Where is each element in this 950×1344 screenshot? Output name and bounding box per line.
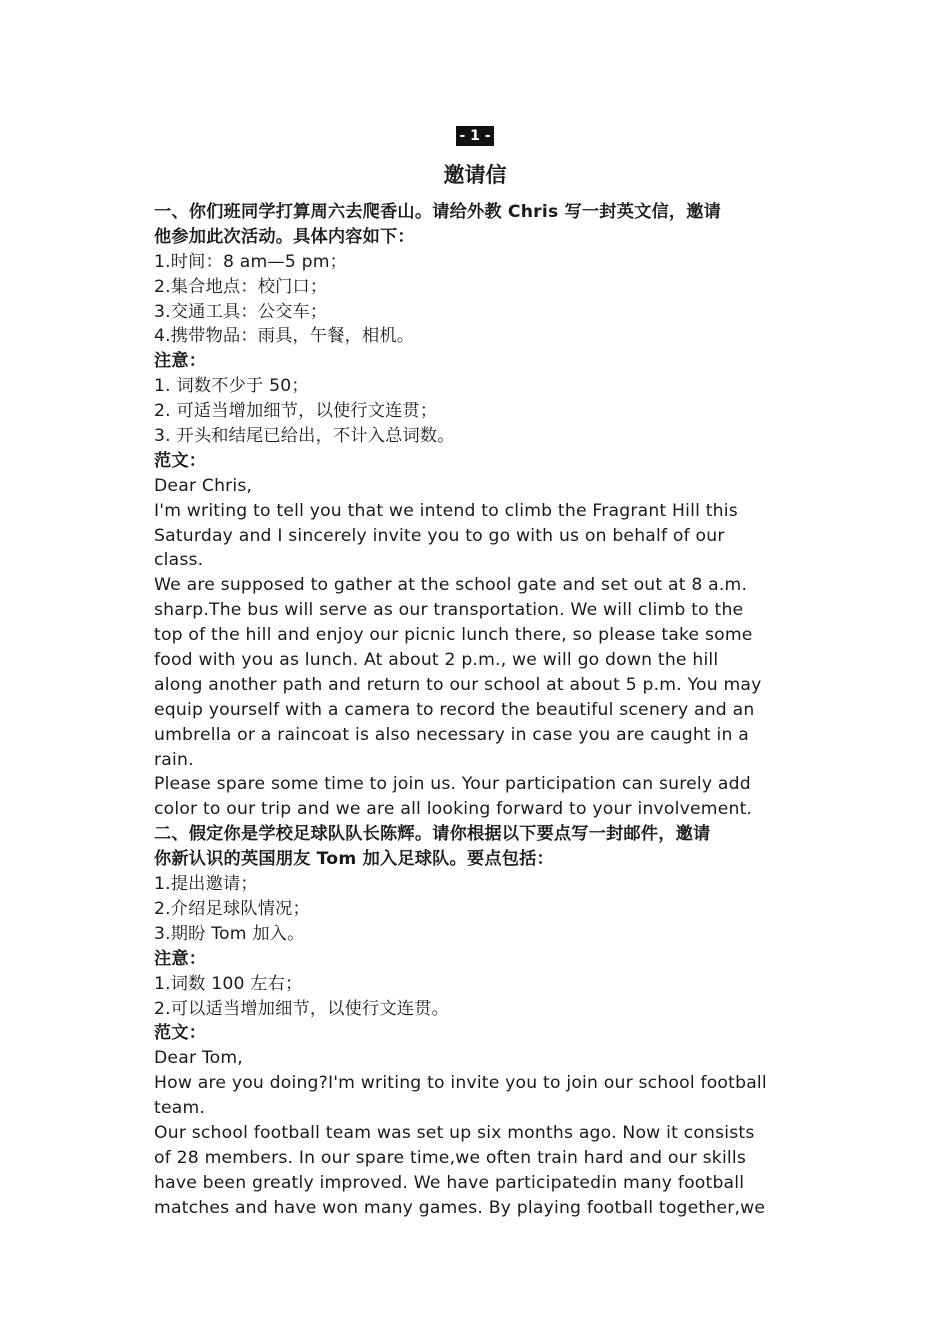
page-number: - 1 - [456,126,494,146]
section1-note: 1. 词数不少于 50； [154,376,309,397]
section1-item: 2.集合地点：校门口； [154,276,328,297]
section1-model-line: equip yourself with a camera to record the beautiful scenery and an [154,699,755,720]
section2-model-line: Our school football team was set up six months ago. Now it consists [154,1122,755,1143]
section1-model-label: 范文： [154,450,207,471]
section1-model-line: food with you as lunch. At about 2 p.m., we will go down the hill [154,650,719,671]
section2-note: 1.词数 100 左右； [154,973,303,994]
section2-note: 2.可以适当增加细节，以使行文连贯。 [154,998,450,1019]
section1-model-line: Dear Chris, [154,475,253,496]
section2-model-line: of 28 members. In our spare time,we often train hard and our skills [154,1147,747,1168]
section1-item: 3.交通工具：公交车； [154,301,328,322]
section2-model-line: Dear Tom, [154,1048,243,1069]
section1-model-line: Please spare some time to join us. Your participation can surely add [154,774,751,795]
section2-prompt-line: 你新认识的英国朋友 Tom 加入足球队。要点包括： [154,849,554,870]
section2-prompt-line: 二、假定你是学校足球队队长陈辉。请你根据以下要点写一封邮件，邀请 [154,824,711,845]
section1-model-line: Saturday and I sincerely invite you to go with us on behalf of our [154,525,725,546]
section1-item: 1.时间：8 am—5 pm； [154,251,348,272]
section1-model-line: sharp.The bus will serve as our transportation. We will climb to the [154,600,744,621]
section1-prompt-line: 一、你们班同学打算周六去爬香山。请给外教 Chris 写一封英文信，邀请 [154,202,722,222]
section1-model-line: along another path and return to our school at about 5 p.m. You may [154,674,762,695]
document-title: 邀请信 [443,163,507,187]
section1-model-line: top of the hill and enjoy our picnic lunch there, so please take some [154,625,753,646]
section1-model-line: rain. [154,749,194,770]
section2-item: 1.提出邀请； [154,874,258,895]
section1-model-line: umbrella or a raincoat is also necessary in case you are caught in a [154,724,749,745]
section1-model-line: class. [154,550,204,571]
section1-item: 4.携带物品：雨具，午餐，相机。 [154,326,415,347]
section1-model-line: color to our trip and we are all looking forward to your involvement. [154,799,753,820]
section2-model-line: How are you doing?I'm writing to invite you to join our school football [154,1073,767,1094]
section2-model-line: team. [154,1098,206,1119]
section2-model-line: have been greatly improved. We have participatedin many football [154,1172,745,1193]
section2-model-line: matches and have won many games. By playing football together,we [154,1197,766,1218]
section1-model-line: I'm writing to tell you that we intend to climb the Fragrant Hill this [154,500,738,521]
section2-model-label: 范文： [154,1023,207,1044]
section2-notes-label: 注意： [154,948,207,969]
section1-notes-label: 注意： [154,351,207,372]
section1-note: 2. 可适当增加细节，以使行文连贯； [154,401,438,422]
section2-item: 3.期盼 Tom 加入。 [154,923,305,944]
section2-item: 2.介绍足球队情况； [154,898,310,919]
section1-prompt-line: 他参加此次活动。具体内容如下： [154,226,415,247]
section1-model-line: We are supposed to gather at the school gate and set out at 8 a.m. [154,575,748,596]
document-body [154,200,804,1221]
section1-note: 3. 开头和结尾已给出，不计入总词数。 [154,426,455,447]
